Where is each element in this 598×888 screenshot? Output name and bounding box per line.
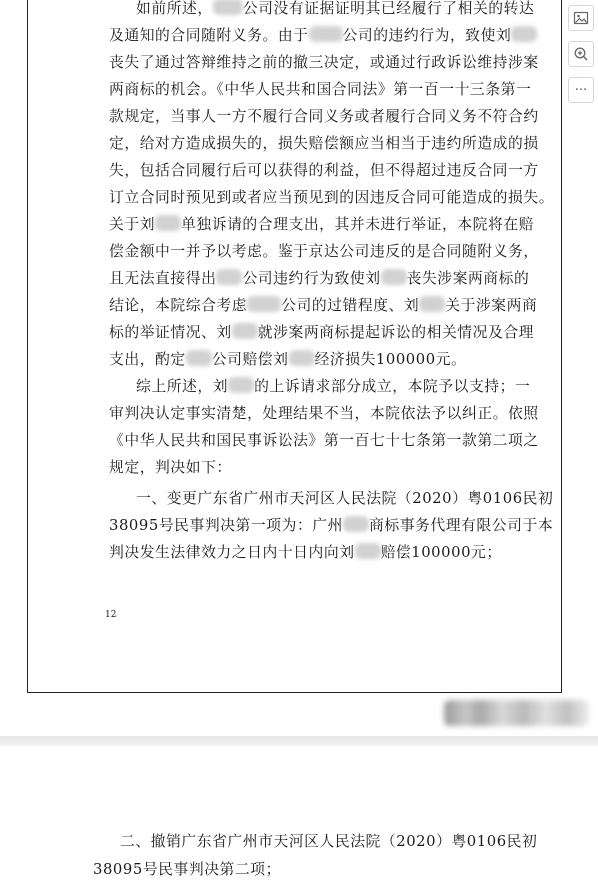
document-page-13 (0, 746, 598, 888)
text-line: 38095号民事判决第一项为：广州 商标事务代理有限公司于本 (109, 517, 554, 534)
text-line: 关于刘 单独诉请的合理支出，其并未进行举证，本院将在赔 (109, 216, 535, 233)
text-line: 判决发生法律效力之日内十日内向刘 赔偿100000元； (109, 544, 502, 561)
redaction (247, 296, 281, 312)
text-line: 定，给对方造成损失的，损失赔偿额应当相当于违约所造成的损 (109, 135, 539, 152)
text-line: 如前所述， 公司没有证据证明其已经履行了相关的转达 (136, 0, 535, 17)
text-line: 《中华人民共和国民事诉讼法》第一百七十七条第一款第二项之 (109, 432, 539, 449)
image-icon[interactable] (568, 5, 594, 31)
text-line: 且无法直接得出 公司违约行为致使刘 丧失涉案两商标的 (109, 270, 530, 287)
text-line: 审判决认定事实清楚，处理结果不当，本院依法予以纠正。依照 (109, 405, 539, 422)
redaction (213, 0, 243, 15)
text-line: 结论，本院综合考虑 公司的过错程度、刘 关于涉案两商 (109, 297, 538, 314)
text-line: 及通知的合同随附义务。由于 公司的违约行为，致使刘 (109, 26, 537, 46)
page-gap (0, 736, 598, 746)
redaction (228, 377, 254, 393)
redaction (511, 26, 537, 42)
text-line: 综上所述，刘 的上诉请求部分成立，本院予以支持；一 (136, 378, 531, 395)
viewer-toolbar (568, 5, 598, 113)
text-line: 丧失了通过答辩维持之前的撤三决定，或通过行政诉讼维持涉案 (109, 54, 539, 71)
blurred-watermark (444, 700, 589, 726)
page-number: 12 (105, 610, 117, 620)
redaction (343, 516, 369, 532)
redaction (419, 296, 445, 312)
redaction (289, 350, 315, 366)
redaction (355, 543, 381, 559)
text-line: 两商标的机会。《中华人民共和国合同法》第一百一十三条第一 (109, 81, 532, 98)
redaction (186, 350, 212, 366)
redaction (155, 215, 181, 231)
redaction (216, 269, 242, 285)
text-line: 一、变更广东省广州市天河区人民法院（2020）粤0106民初 (136, 490, 554, 507)
zoom-in-icon[interactable] (568, 41, 594, 67)
text-line: 偿金额中一并予以考虑。鉴于京达公司违反的是合同随附义务， (109, 243, 539, 260)
redaction (232, 323, 258, 339)
text-line: 失，包括合同履行后可以获得的利益，但不得超过违反合同一方 (109, 162, 539, 179)
text-line: 38095号民事判决第二项； (93, 861, 281, 878)
text-line: 标的举证情况、刘 就涉案两商标提起诉讼的相关情况及合理 (109, 324, 535, 341)
text-line: 订立合同时预见到或者应当预见到的因违反合同可能造成的损失。 (109, 189, 555, 206)
text-line: 二、撤销广东省广州市天河区人民法院（2020）粤0106民初 (120, 833, 538, 850)
more-icon[interactable]: ··· (568, 77, 594, 103)
text-line: 支出，酌定 公司赔偿刘 经济损失100000元。 (109, 351, 467, 368)
text-line: 规定，判决如下： (109, 459, 232, 476)
text-line: 款规定，当事人一方不履行合同义务或者履行合同义务不符合约 (109, 108, 539, 125)
redaction (381, 269, 407, 285)
redaction (309, 26, 343, 42)
document-page-12 (27, 0, 562, 693)
